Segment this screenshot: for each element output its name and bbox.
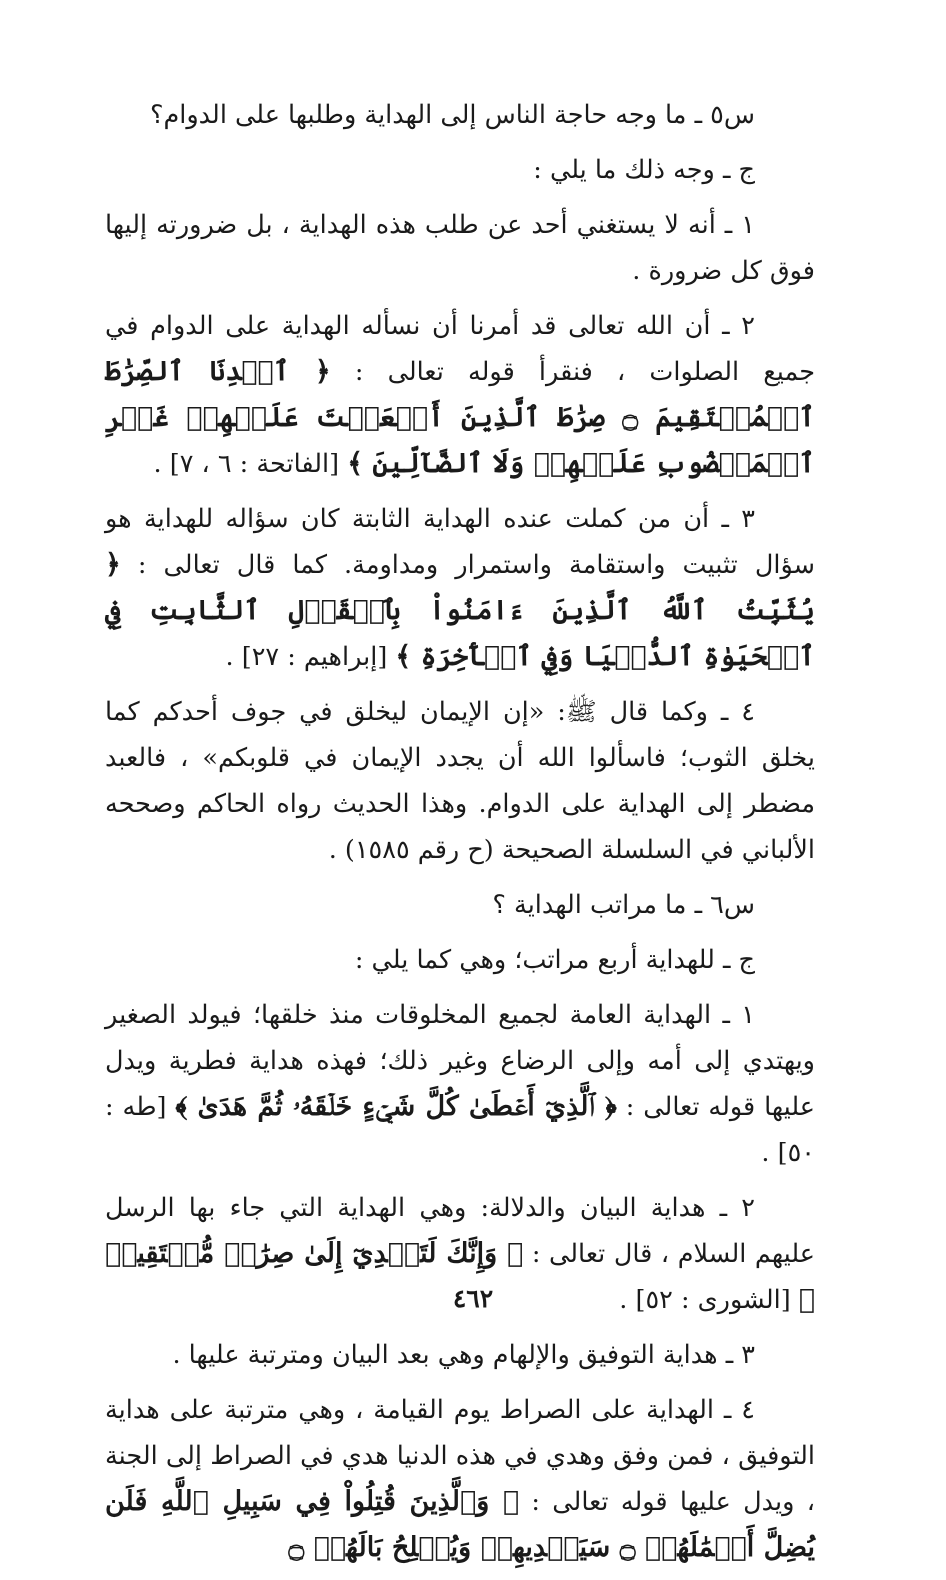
verse-reference: [الشورى : ٥٢] . xyxy=(619,1285,791,1315)
quran-verse-taha: ﴿ ٱلَّذِيٓ أَعۡطَىٰ كُلَّ شَيۡءٍ خَلۡقَهُۥ ثُمَّ هَدَىٰ ﴾ xyxy=(175,1091,617,1122)
q5-point-3-text: ٣ ـ أن من كملت عنده الهداية الثابتة كان سؤاله للهداية هو سؤال تثبيت واستقامة واستمرار ومداومة. كما قال تعالى : xyxy=(105,504,815,580)
q6-point-2-text: ٢ ـ هداية البيان والدلالة: وهي الهداية التي جاء بها الرسل عليهم السلام ، قال تعالى : xyxy=(105,1193,815,1269)
question-6: س٦ ـ ما مراتب الهداية ؟ xyxy=(492,890,755,920)
q5-point-3 xyxy=(105,496,815,680)
page-body xyxy=(105,92,815,1580)
q5-point-2-text: ٢ ـ أن الله تعالى قد أمرنا أن نسأله الهداية على الدوام في جميع الصلوات ، فنقرأ قوله تعالى : xyxy=(105,311,815,387)
verse-reference: [إبراهيم : ٢٧] . xyxy=(225,642,388,672)
question-5: س٥ ـ ما وجه حاجة الناس إلى الهداية وطلبها على الدوام؟ xyxy=(149,100,755,130)
q5-point-1: ١ ـ أنه لا يستغني أحد عن طلب هذه الهداية ، بل ضرورته إليها فوق كل ضرورة . xyxy=(105,210,815,286)
page-number: ٤٦٢ xyxy=(452,1284,494,1313)
q6-point-4 xyxy=(105,1387,815,1571)
q6-point-4-text: ٤ ـ الهداية على الصراط يوم القيامة ، وهي مترتبة على هداية التوفيق ، فمن وفق وهدي في هذه الدنيا هدي في الصراط إلى الجنة ، ويدل عليها قوله تعالى : xyxy=(105,1395,816,1517)
verse-reference: [الفاتحة : ٦ ، ٧] . xyxy=(153,449,340,479)
quran-verse-shura: ﴿ وَإِنَّكَ لَتَهۡدِيٓ إِلَىٰ صِرَٰطٖ مُّسۡتَقِيمٖ ﴾ xyxy=(105,1238,815,1315)
q5-point-2 xyxy=(105,303,815,487)
q6-point-3: ٣ ـ هداية التوفيق والإلهام وهي بعد البيان ومترتبة عليها . xyxy=(172,1340,755,1370)
verse-reference: [طه : ٥٠] . xyxy=(105,1092,815,1168)
quran-verse-muhammad: ﴿ وَٱلَّذِينَ قُتِلُواْ فِي سَبِيلِ ٱللَّهِ فَلَن يُضِلَّ أَعۡمَٰلَهُمۡ ۝ سَيَهۡدِيهِمۡ وَيُصۡلِحُ بَالَهُمۡ ۝ xyxy=(105,1486,815,1563)
answer-6-intro: ج ـ للهداية أربع مراتب؛ وهي كما يلي : xyxy=(354,945,755,975)
q6-point-1 xyxy=(105,992,815,1176)
quran-verse-ibrahim: ﴿ يُثَبِّتُ ٱللَّهُ ٱلَّذِينَ ءَامَنُواْ بِٱلۡقَوۡلِ ٱلثَّابِتِ فِي ٱلۡحَيَوٰةِ ٱلدُّنۡيَا وَفِي ٱلۡأٓخِرَةِ ﴾ xyxy=(105,549,815,672)
answer-5-intro: ج ـ وجه ذلك ما يلي : xyxy=(533,155,755,185)
q5-point-4: ٤ ـ وكما قال ﷺ: «إن الإيمان ليخلق في جوف أحدكم كما يخلق الثوب؛ فاسألوا الله أن يجدد الإيمان في قلوبكم» ، فالعبد مضطر إلى الهداية على الدوام. وهذا الحديث رواه الحاكم وصححه الألباني في السلسلة الصحيحة (ح رقم ١٥٨٥) . xyxy=(105,697,815,865)
quran-verse-fatiha: ﴿ ٱهۡدِنَا ٱلصِّرَٰطَ ٱلۡمُسۡتَقِيمَ ۝ صِرَٰطَ ٱلَّذِينَ أَنۡعَمۡتَ عَلَيۡهِمۡ غَيۡرِ ٱلۡمَغۡضُوبِ عَلَيۡهِمۡ وَلَا ٱلضَّآلِّينَ ﴾ xyxy=(105,356,815,479)
q6-point-1-text: ١ ـ الهداية العامة لجميع المخلوقات منذ خلقها؛ فيولد الصغير ويهتدي إلى أمه وإلى الرضاع وغير ذلك؛ فهذه هداية فطرية ويدل عليها قوله تعالى : xyxy=(105,1000,816,1122)
